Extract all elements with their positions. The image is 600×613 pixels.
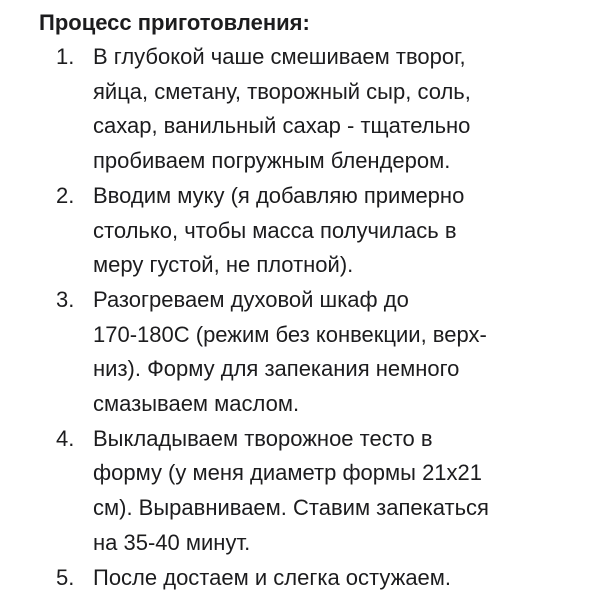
- step-item: [39, 422, 599, 561]
- step-number: 2.: [56, 182, 75, 208]
- step-text-line: В глубокой чаше смешиваем творог,: [93, 44, 466, 69]
- steps-list: [39, 40, 600, 595]
- step-text-line: столько, чтобы масса получилась в: [93, 217, 457, 243]
- step-text-line: Разогреваем духовой шкаф до: [93, 286, 409, 312]
- step-text-line: форму (у меня диаметр формы 21x21: [93, 460, 483, 486]
- step-item: [39, 40, 599, 179]
- step-item: [39, 179, 599, 283]
- step-text-line: яйца, сметану, творожный сыр, соль,: [93, 78, 471, 104]
- step-text-line: 170-180С (режим без конвекции, верх-: [93, 321, 487, 347]
- section-heading: Процесс приготовления:: [39, 10, 310, 35]
- step-text-line: сахар, ванильный сахар - тщательно: [93, 113, 471, 139]
- step-text-line: на 35-40 минут.: [93, 529, 251, 555]
- step-item: [39, 283, 599, 422]
- step-number: 3.: [56, 286, 75, 312]
- step-number: 5.: [56, 564, 75, 590]
- step-number: 4.: [56, 425, 75, 451]
- step-text-line: После достаем и слегка остужаем.: [93, 564, 452, 590]
- step-text-line: Выкладываем творожное тесто в: [93, 425, 433, 451]
- step-text-line: смазываем маслом.: [93, 391, 300, 417]
- step-text-line: см). Выравниваем. Ставим запекаться: [93, 495, 489, 521]
- step-number: 1.: [56, 44, 75, 69]
- step-text-line: Вводим муку (я добавляю примерно: [93, 182, 465, 208]
- step-item: [39, 561, 599, 596]
- step-text-line: пробиваем погружным блендером.: [93, 148, 451, 174]
- step-text-line: меру густой, не плотной).: [93, 252, 354, 278]
- step-text-line: низ). Форму для запекания немного: [93, 356, 460, 382]
